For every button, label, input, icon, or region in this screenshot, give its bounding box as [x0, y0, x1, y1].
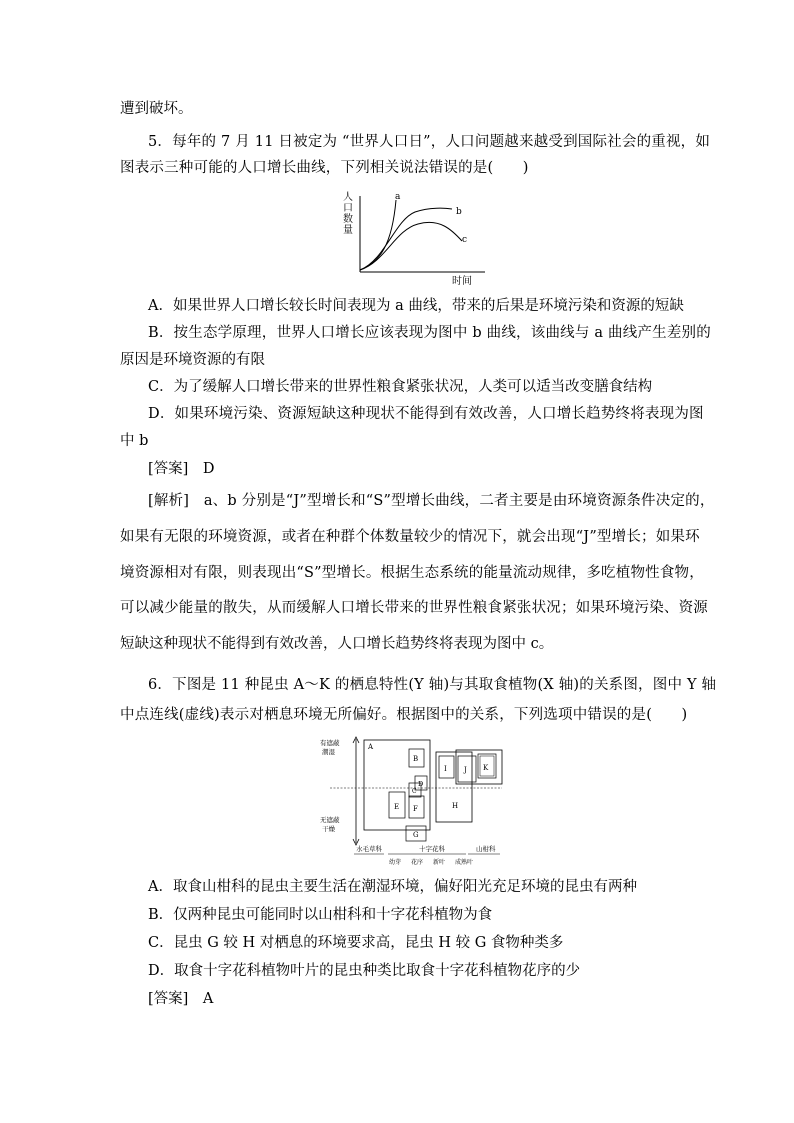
box-c-label: C [412, 788, 417, 795]
explanation-5: 可以减少能量的散失，从而缓解人口增长带来的世界性粮食紧张状况；如果环境污染、资源 [120, 600, 708, 616]
x-axis-label: 时间 [452, 276, 472, 285]
y-axis-label: 量 [343, 225, 353, 236]
curve-c [360, 222, 462, 270]
box-j [458, 756, 476, 782]
box-h-label: H [452, 802, 459, 810]
curve-a-label: a [395, 192, 401, 202]
x-group-label: 十字花科 [419, 845, 445, 853]
x-sub-label: 花序 [411, 859, 424, 866]
x-group-label: 山柑科 [476, 845, 496, 853]
y-axis-label: 人 [343, 192, 353, 203]
curve-b [360, 208, 452, 270]
y-bottom-label: 干燥 [322, 825, 335, 833]
question-5-stem: 图表示三种可能的人口增长曲线，下列相关说法错误的是( ) [120, 160, 529, 176]
answer-5: [答案] D [148, 461, 215, 477]
x-group-label: 水毛草科 [356, 845, 382, 853]
question-6-stem: 中点连线(虚线)表示对栖息环境无所偏好。根据图中的关系，下列选项中错误的是( ) [120, 707, 688, 723]
box-g-label: G [413, 831, 419, 839]
x-sub-label: 幼芽 [389, 859, 402, 866]
y-top-label: 有遮蔽 [320, 739, 340, 747]
option-5-d: 中 b [120, 433, 149, 449]
option-5-a: A．如果世界人口增长较长时间表现为 a 曲线，带来的后果是环境污染和资源的短缺 [148, 298, 684, 314]
box-a-label: A [368, 743, 374, 751]
insect-habitat-diagram [318, 736, 518, 866]
explanation-5: 短缺这种现状不能得到有效改善，人口增长趋势终将表现为图中 c。 [120, 636, 554, 652]
curve-a [360, 200, 396, 270]
question-6-stem: 6．下图是 11 种昆虫 A～K 的栖息特性(Y 轴)与其取食植物(X 轴)的关系图，图中 Y 轴 [148, 677, 717, 693]
option-6-a: A．取食山柑科的昆虫主要生活在潮湿环境，偏好阳光充足环境的昆虫有两种 [148, 879, 637, 895]
curve-c-label: c [462, 235, 468, 245]
y-top-label: 潮湿 [322, 748, 335, 756]
curve-b-label: b [456, 207, 462, 217]
x-sub-label: 成熟叶 [455, 859, 474, 866]
box-j-label: J [464, 766, 467, 774]
explanation-5: 如果有无限的环境资源，或者在种群个体数量较少的情况下，就会出现“J”型增长；如果环 [120, 529, 700, 545]
option-5-d: D．如果环境污染、资源短缺这种现状不能得到有效改善，人口增长趋势终将表现为图 [148, 406, 704, 422]
box-i-label: I [444, 765, 447, 773]
box-j-outer [456, 750, 502, 784]
option-5-b: 原因是环境资源的有限 [120, 352, 265, 368]
box-d-label: D [418, 780, 424, 788]
box-b-label: B [413, 755, 419, 763]
option-6-b: B．仅两种昆虫可能同时以山柑科和十字花科植物为食 [148, 907, 493, 923]
x-sub-label: 新叶 [433, 859, 446, 866]
population-growth-chart [340, 190, 490, 285]
box-k-label: K [483, 764, 489, 772]
text-line: 遭到破坏。 [120, 101, 193, 117]
answer-6: [答案] A [148, 991, 214, 1007]
y-axis-label: 数 [343, 214, 353, 225]
box-f-label: F [413, 805, 418, 813]
explanation-5: 境资源相对有限，则表现出“S”型增长。根据生态系统的能量流动规律，多吃植物性食物， [120, 565, 704, 581]
y-bottom-label: 无遮蔽 [320, 816, 340, 824]
option-5-b: B．按生态学原理，世界人口增长应该表现为图中 b 曲线，该曲线与 a 曲线产生差别的 [148, 325, 711, 341]
box-e-label: E [394, 803, 400, 811]
option-6-c: C．昆虫 G 较 H 对栖息的环境要求高，昆虫 H 较 G 食物种类多 [148, 935, 564, 951]
option-6-d: D．取食十字花科植物叶片的昆虫种类比取食十字花科植物花序的少 [148, 963, 581, 979]
option-5-c: C．为了缓解人口增长带来的世界性粮食紧张状况，人类可以适当改变膳食结构 [148, 379, 653, 395]
y-axis-label: 口 [343, 203, 353, 214]
explanation-5: [解析] a、b 分别是“J”型增长和“S”型增长曲线，二者主要是由环境资源条件决定的， [148, 493, 715, 509]
question-5-stem: 5．每年的 7 月 11 日被定为 “世界人口日”，人口问题越来越受到国际社会的重视，如 [148, 134, 711, 150]
